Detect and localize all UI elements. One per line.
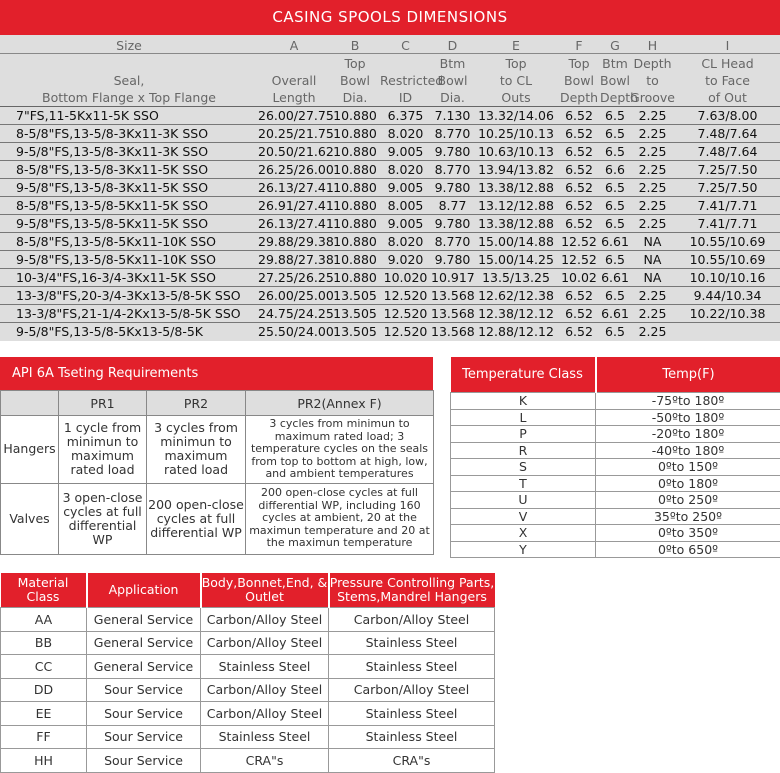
header-line: Depth — [600, 90, 639, 105]
material-cell: Stainless Steel — [201, 655, 329, 679]
temperature-body — [451, 393, 780, 558]
value-cell: 15.00/14.88 — [474, 233, 558, 251]
value-cell: 6.61 — [601, 306, 629, 321]
value-cell: 10.55/10.69 — [675, 233, 780, 251]
table-row — [0, 251, 780, 269]
material-cell: Sour Service — [87, 749, 201, 773]
value-cell: 9.020 — [380, 251, 431, 269]
value-cell: 10.880 — [330, 233, 380, 251]
material-cell: General Service — [87, 655, 201, 679]
material-column-header: Body,Bonnet,End, & Outlet — [201, 573, 329, 608]
value-cell: 29.88/29.38 — [258, 234, 334, 249]
value-cell: 7.25/7.50 — [675, 161, 780, 179]
value-cell: 6.52 — [558, 215, 600, 233]
value-cell: 6.52 — [558, 287, 600, 305]
value-cell: 6.52 — [558, 107, 600, 125]
material-cell: FF — [1, 725, 87, 749]
header-line: of Out — [708, 90, 747, 105]
value-cell: 6.61 — [601, 270, 629, 285]
value-cell: 6.52 — [558, 143, 600, 161]
value-cell: 6.5 — [600, 251, 630, 269]
material-class-panel — [0, 573, 494, 773]
header-line: to CL — [499, 73, 533, 88]
value-cell: 20.25/21.75 — [258, 126, 334, 141]
column-letter: D — [431, 35, 474, 54]
table-row — [451, 508, 780, 525]
value-cell: 12.520 — [383, 324, 428, 339]
table-row — [451, 393, 780, 410]
value-cell: 6.52 — [558, 161, 600, 179]
temperature-class-cell: Y — [451, 541, 596, 558]
value-cell: 20.50/21.62 — [258, 144, 334, 159]
header-line: to Face — [705, 73, 750, 88]
table-row — [1, 678, 495, 702]
column-letter: E — [474, 35, 558, 54]
value-cell: 6.52 — [558, 125, 600, 143]
header-line: Bowl — [340, 73, 370, 88]
value-cell: 8.770 — [431, 233, 474, 251]
column-header — [558, 54, 600, 107]
casing-spools-panel — [0, 0, 780, 341]
value-cell: 6.61 — [601, 234, 629, 249]
table-row — [1, 416, 434, 484]
casing-header-row — [0, 54, 780, 107]
header-line: to — [646, 73, 659, 88]
table-row — [451, 541, 780, 558]
value-cell: 6.5 — [600, 215, 630, 233]
table-row — [1, 483, 434, 554]
casing-body — [0, 107, 780, 341]
column-header — [258, 54, 330, 107]
material-cell: CRA"s — [201, 749, 329, 773]
temperature-class-cell: X — [451, 525, 596, 542]
table-row — [1, 631, 495, 655]
material-cell: Sour Service — [87, 725, 201, 749]
value-cell: 12.62/12.38 — [474, 287, 558, 305]
api-header-row — [1, 391, 434, 416]
value-cell: 13.568 — [431, 306, 475, 321]
value-cell: 10.880 — [330, 161, 380, 179]
value-cell: 7.41/7.71 — [675, 197, 780, 215]
value-cell: 7.63/8.00 — [675, 107, 780, 125]
temperature-class-cell: K — [451, 393, 596, 410]
table-row — [1, 749, 495, 773]
value-cell: 12.88/12.12 — [478, 324, 554, 339]
material-cell: BB — [1, 631, 87, 655]
value-cell: 8.020 — [380, 125, 431, 143]
size-cell: 8-5/8"FS,13-5/8-5Kx11-5K SSO — [0, 197, 258, 215]
header-line: Overall — [271, 73, 317, 88]
material-cell: Sour Service — [87, 702, 201, 726]
value-cell: 26.00/25.00 — [258, 288, 334, 303]
api-row-header: Valves — [1, 483, 59, 554]
temperature-range-cell: 0ºto 250º — [596, 492, 780, 509]
temperature-column-header: Temperature Class — [451, 357, 596, 393]
material-cell: CC — [1, 655, 87, 679]
column-letter: H — [630, 35, 675, 54]
value-cell: NA — [630, 233, 675, 251]
column-header — [675, 54, 780, 107]
value-cell: 7.48/7.64 — [675, 125, 780, 143]
value-cell: 6.5 — [600, 287, 630, 305]
value-cell: 10.22/10.38 — [675, 305, 780, 323]
temperature-range-cell: -50ºto 180º — [596, 409, 780, 426]
column-header — [630, 54, 675, 107]
header-line: Bowl — [600, 73, 630, 88]
material-cell: Stainless Steel — [329, 725, 495, 749]
api-column-header: PR2(Annex F) — [246, 391, 434, 416]
temperature-class-cell: U — [451, 492, 596, 509]
table-row — [451, 409, 780, 426]
header-line: Bottom Flange x Top Flange — [42, 90, 216, 105]
table-row — [1, 702, 495, 726]
header-line: Depth — [633, 56, 672, 71]
value-cell: 6.52 — [558, 305, 600, 323]
table-row — [0, 143, 780, 161]
header-line: Btm — [602, 56, 628, 71]
table-row — [0, 197, 780, 215]
value-cell: 10.25/10.13 — [474, 125, 558, 143]
material-cell: Stainless Steel — [329, 631, 495, 655]
column-header — [474, 54, 558, 107]
value-cell: 7.48/7.64 — [675, 143, 780, 161]
value-cell: 2.25 — [630, 161, 675, 179]
column-header — [330, 54, 380, 107]
api-body — [1, 416, 434, 555]
value-cell: 10.02 — [558, 269, 600, 287]
value-cell: 26.00/27.75 — [258, 108, 334, 123]
size-cell: 9-5/8"FS,13-5/8-3Kx11-5K SSO — [0, 179, 258, 197]
material-cell: HH — [1, 749, 87, 773]
value-cell: 10.880 — [330, 215, 380, 233]
value-cell: 10.10/10.16 — [675, 269, 780, 287]
size-cell: 8-5/8"FS,13-5/8-3Kx11-3K SSO — [0, 125, 258, 143]
value-cell: 10.63/10.13 — [474, 143, 558, 161]
value-cell: 6.5 — [600, 125, 630, 143]
size-cell: 8-5/8"FS,13-5/8-5Kx11-10K SSO — [0, 233, 258, 251]
api-cell: 3 open-close cycles at full differential WP — [59, 483, 147, 554]
column-header — [0, 54, 258, 107]
header-line: Outs — [501, 90, 531, 105]
table-row — [451, 492, 780, 509]
table-row — [1, 608, 495, 632]
value-cell: 10.020 — [380, 269, 431, 287]
casing-title: CASING SPOOLS DIMENSIONS — [0, 0, 780, 35]
value-cell: NA — [630, 269, 675, 287]
material-cell: Carbon/Alloy Steel — [201, 631, 329, 655]
value-cell: 9.005 — [380, 179, 431, 197]
temperature-class-cell: L — [451, 409, 596, 426]
size-cell: 9-5/8"FS,13-5/8-5Kx11-5K SSO — [0, 215, 258, 233]
table-row — [0, 305, 780, 323]
value-cell: 6.6 — [600, 161, 630, 179]
header-line: Dia. — [440, 90, 465, 105]
size-cell: 8-5/8"FS,13-5/8-3Kx11-5K SSO — [0, 161, 258, 179]
header-line: Bowl — [437, 73, 468, 88]
temperature-range-cell: -20ºto 180º — [596, 426, 780, 443]
value-cell: 9.780 — [431, 179, 474, 197]
table-row — [0, 269, 780, 287]
temperature-range-cell: 0ºto 650º — [596, 541, 780, 558]
column-letter: A — [258, 35, 330, 54]
value-cell: 26.25/26.00 — [258, 162, 334, 177]
material-cell: General Service — [87, 631, 201, 655]
material-cell: Carbon/Alloy Steel — [201, 608, 329, 632]
material-cell: Stainless Steel — [329, 702, 495, 726]
value-cell: 10.880 — [330, 197, 380, 215]
value-cell: 6.5 — [600, 143, 630, 161]
value-cell: 9.005 — [380, 143, 431, 161]
value-cell: 13.38/12.88 — [474, 215, 558, 233]
table-row — [0, 107, 780, 125]
column-header — [380, 54, 444, 107]
value-cell: 8.020 — [380, 233, 431, 251]
material-cell: Carbon/Alloy Steel — [201, 678, 329, 702]
temperature-range-cell: 0ºto 180º — [596, 475, 780, 492]
api-cell: 200 open-close cycles at full differential WP, including 160 cycles at ambient, 20 at the maximun temperature and 20 at the maximun temperature — [246, 483, 434, 554]
value-cell: 26.13/27.41 — [258, 216, 334, 231]
header-line: Seal, — [113, 73, 145, 88]
value-cell: 2.25 — [630, 305, 675, 323]
value-cell: 10.917 — [431, 270, 475, 285]
value-cell: 26.91/27.41 — [258, 198, 334, 213]
material-header-row — [1, 573, 495, 608]
material-cell: EE — [1, 702, 87, 726]
api-column-header: PR2 — [147, 391, 246, 416]
temperature-range-cell: 0ºto 350º — [596, 525, 780, 542]
value-cell: 2.25 — [630, 215, 675, 233]
value-cell: 6.52 — [558, 179, 600, 197]
material-cell: Carbon/Alloy Steel — [201, 702, 329, 726]
table-row — [451, 426, 780, 443]
material-cell: Stainless Steel — [329, 655, 495, 679]
value-cell: 9.44/10.34 — [675, 287, 780, 305]
value-cell: 7.41/7.71 — [675, 215, 780, 233]
value-cell: 10.880 — [330, 143, 380, 161]
table-row — [0, 287, 780, 305]
value-cell: 25.50/24.00 — [258, 324, 334, 339]
column-letter: I — [675, 35, 780, 54]
value-cell: 2.25 — [630, 107, 675, 125]
value-cell: 9.780 — [431, 251, 474, 269]
value-cell: 13.505 — [330, 287, 380, 305]
value-cell: 12.520 — [380, 287, 431, 305]
value-cell: 10.880 — [330, 269, 380, 287]
value-cell: 2.25 — [630, 125, 675, 143]
table-row — [1, 655, 495, 679]
temperature-range-cell: -75ºto 180º — [596, 393, 780, 410]
material-column-header: Material Class — [1, 573, 87, 608]
size-cell: 9-5/8"FS,13-5/8-5Kx13-5/8-5K — [16, 324, 203, 339]
temperature-class-cell: T — [451, 475, 596, 492]
api-row-header: Hangers — [1, 416, 59, 484]
api-requirements-panel — [0, 357, 433, 555]
table-row — [0, 233, 780, 251]
value-cell: 10.880 — [330, 125, 380, 143]
size-cell: 9-5/8"FS,13-5/8-5Kx11-10K SSO — [0, 251, 258, 269]
header-line: Top — [568, 56, 590, 71]
value-cell: 6.5 — [600, 197, 630, 215]
table-row — [0, 125, 780, 143]
column-letter: Size — [0, 35, 258, 54]
temperature-column-header: Temp(F) — [662, 367, 715, 382]
table-row — [0, 215, 780, 233]
temperature-header-row — [451, 357, 780, 393]
value-cell: 10.880 — [330, 179, 380, 197]
api-column-header — [1, 391, 59, 416]
temperature-range-cell: -40ºto 180º — [596, 442, 780, 459]
table-row — [0, 323, 780, 341]
value-cell: 6.5 — [600, 107, 630, 125]
material-cell: AA — [1, 608, 87, 632]
temperature-class-cell: P — [451, 426, 596, 443]
value-cell: 2.25 — [630, 143, 675, 161]
value-cell: 8.770 — [431, 125, 474, 143]
material-column-header: Application — [87, 573, 201, 608]
size-cell: 10-3/4"FS,16-3/4-3Kx11-5K SSO — [0, 269, 258, 287]
api-cell: 3 cycles from minimun to maximum rated load; 3 temperature cycles on the seals from top to bottom at high, low, and ambient temperatures — [246, 416, 434, 484]
column-header — [600, 54, 639, 107]
value-cell: 6.375 — [380, 107, 431, 125]
header-line: Top — [505, 56, 527, 71]
value-cell: 2.25 — [630, 197, 675, 215]
value-cell: 6.5 — [600, 179, 630, 197]
value-cell: 15.00/14.25 — [474, 251, 558, 269]
header-line: Length — [272, 90, 316, 105]
casing-letter-row — [0, 35, 780, 54]
value-cell: 8.770 — [431, 161, 474, 179]
temperature-table — [450, 357, 780, 558]
value-cell: 13.505 — [333, 324, 377, 339]
api-cell: 1 cycle from minimun to maximum rated load — [59, 416, 147, 484]
size-cell: 13-3/8"FS,21-1/4-2Kx13-5/8-5K SSO — [0, 305, 258, 323]
column-letter: C — [380, 35, 431, 54]
temperature-class-cell: V — [451, 508, 596, 525]
value-cell: 13.568 — [431, 324, 475, 339]
value-cell: 9.005 — [380, 215, 431, 233]
size-cell: 13-3/8"FS,20-3/4-3Kx13-5/8-5K SSO — [0, 287, 258, 305]
value-cell: 12.52 — [558, 251, 600, 269]
material-table — [0, 573, 495, 773]
material-cell: Carbon/Alloy Steel — [329, 608, 495, 632]
header-line: CL Head — [701, 56, 754, 71]
api-table — [0, 390, 434, 555]
header-line: Top — [344, 56, 366, 71]
table-row — [0, 179, 780, 197]
value-cell: 13.568 — [431, 288, 475, 303]
value-cell: 2.25 — [630, 179, 675, 197]
temperature-range-cell: 35ºto 250º — [596, 508, 780, 525]
column-header — [431, 54, 474, 107]
material-cell: CRA"s — [329, 749, 495, 773]
value-cell: 29.88/27.38 — [258, 252, 334, 267]
table-row — [451, 525, 780, 542]
temperature-class-panel — [450, 357, 780, 558]
material-cell: Sour Service — [87, 678, 201, 702]
temperature-range-cell: 0ºto 150º — [596, 459, 780, 476]
casing-table — [0, 35, 780, 340]
value-cell: 9.780 — [431, 215, 474, 233]
header-line: ID — [398, 90, 413, 105]
value-cell: 7.25/7.50 — [675, 179, 780, 197]
temperature-class-cell: R — [451, 442, 596, 459]
column-letter: B — [330, 35, 380, 54]
value-cell: 12.52 — [558, 233, 600, 251]
material-cell: DD — [1, 678, 87, 702]
value-cell: 13.5/13.25 — [474, 269, 558, 287]
table-row — [1, 725, 495, 749]
size-cell: 9-5/8"FS,13-5/8-3Kx11-3K SSO — [0, 143, 258, 161]
value-cell: 10.55/10.69 — [675, 251, 780, 269]
header-line: Btm — [439, 56, 466, 71]
value-cell: 8.77 — [431, 197, 474, 215]
value-cell: 8.005 — [380, 197, 431, 215]
material-cell: General Service — [87, 608, 201, 632]
value-cell: 8.020 — [380, 161, 431, 179]
header-line: Restricted — [380, 73, 444, 88]
table-row — [451, 475, 780, 492]
value-cell: 9.780 — [431, 143, 474, 161]
api-column-header: PR1 — [59, 391, 147, 416]
value-cell: 13.32/14.06 — [474, 107, 558, 125]
value-cell: 27.25/26.25 — [258, 270, 334, 285]
value-cell: 2.25 — [630, 287, 675, 305]
value-cell — [675, 323, 780, 341]
value-cell: 12.520 — [380, 305, 431, 323]
api-cell: 3 cycles from minimun to maximum rated load — [147, 416, 246, 484]
value-cell: 26.13/27.41 — [258, 180, 334, 195]
header-line: Depth — [559, 90, 599, 105]
value-cell: 12.38/12.12 — [474, 305, 558, 323]
value-cell: NA — [630, 251, 675, 269]
value-cell: 7.130 — [431, 107, 474, 125]
value-cell: 24.75/24.25 — [258, 306, 334, 321]
material-cell: Stainless Steel — [201, 725, 329, 749]
value-cell: 2.25 — [638, 324, 667, 339]
value-cell: 10.880 — [330, 251, 380, 269]
value-cell: 6.52 — [558, 197, 600, 215]
table-row — [451, 442, 780, 459]
api-cell: 200 open-close cycles at full differential WP — [147, 483, 246, 554]
temperature-class-cell: S — [451, 459, 596, 476]
api-title: API 6A Tseting Requirements — [0, 357, 433, 390]
header-line: Groove — [630, 90, 675, 105]
column-letter: F — [558, 35, 600, 54]
value-cell: 10.880 — [330, 107, 380, 125]
material-cell: Carbon/Alloy Steel — [329, 678, 495, 702]
value-cell: 13.94/13.82 — [474, 161, 558, 179]
value-cell: 6.52 — [565, 324, 593, 339]
size-cell: 7"FS,11-5Kx11-5K SSO — [0, 107, 258, 125]
material-body — [1, 608, 495, 773]
table-row — [0, 161, 780, 179]
value-cell: 13.505 — [330, 305, 380, 323]
table-row — [451, 459, 780, 476]
header-line: Bowl — [564, 73, 594, 88]
column-letter: G — [600, 35, 630, 54]
header-line: Dia. — [342, 90, 368, 105]
value-cell: 13.38/12.88 — [474, 179, 558, 197]
value-cell: 13.12/12.88 — [474, 197, 558, 215]
material-column-header: Pressure Controlling Parts, Stems,Mandrel Hangers — [329, 575, 495, 604]
value-cell: 6.5 — [605, 324, 625, 339]
